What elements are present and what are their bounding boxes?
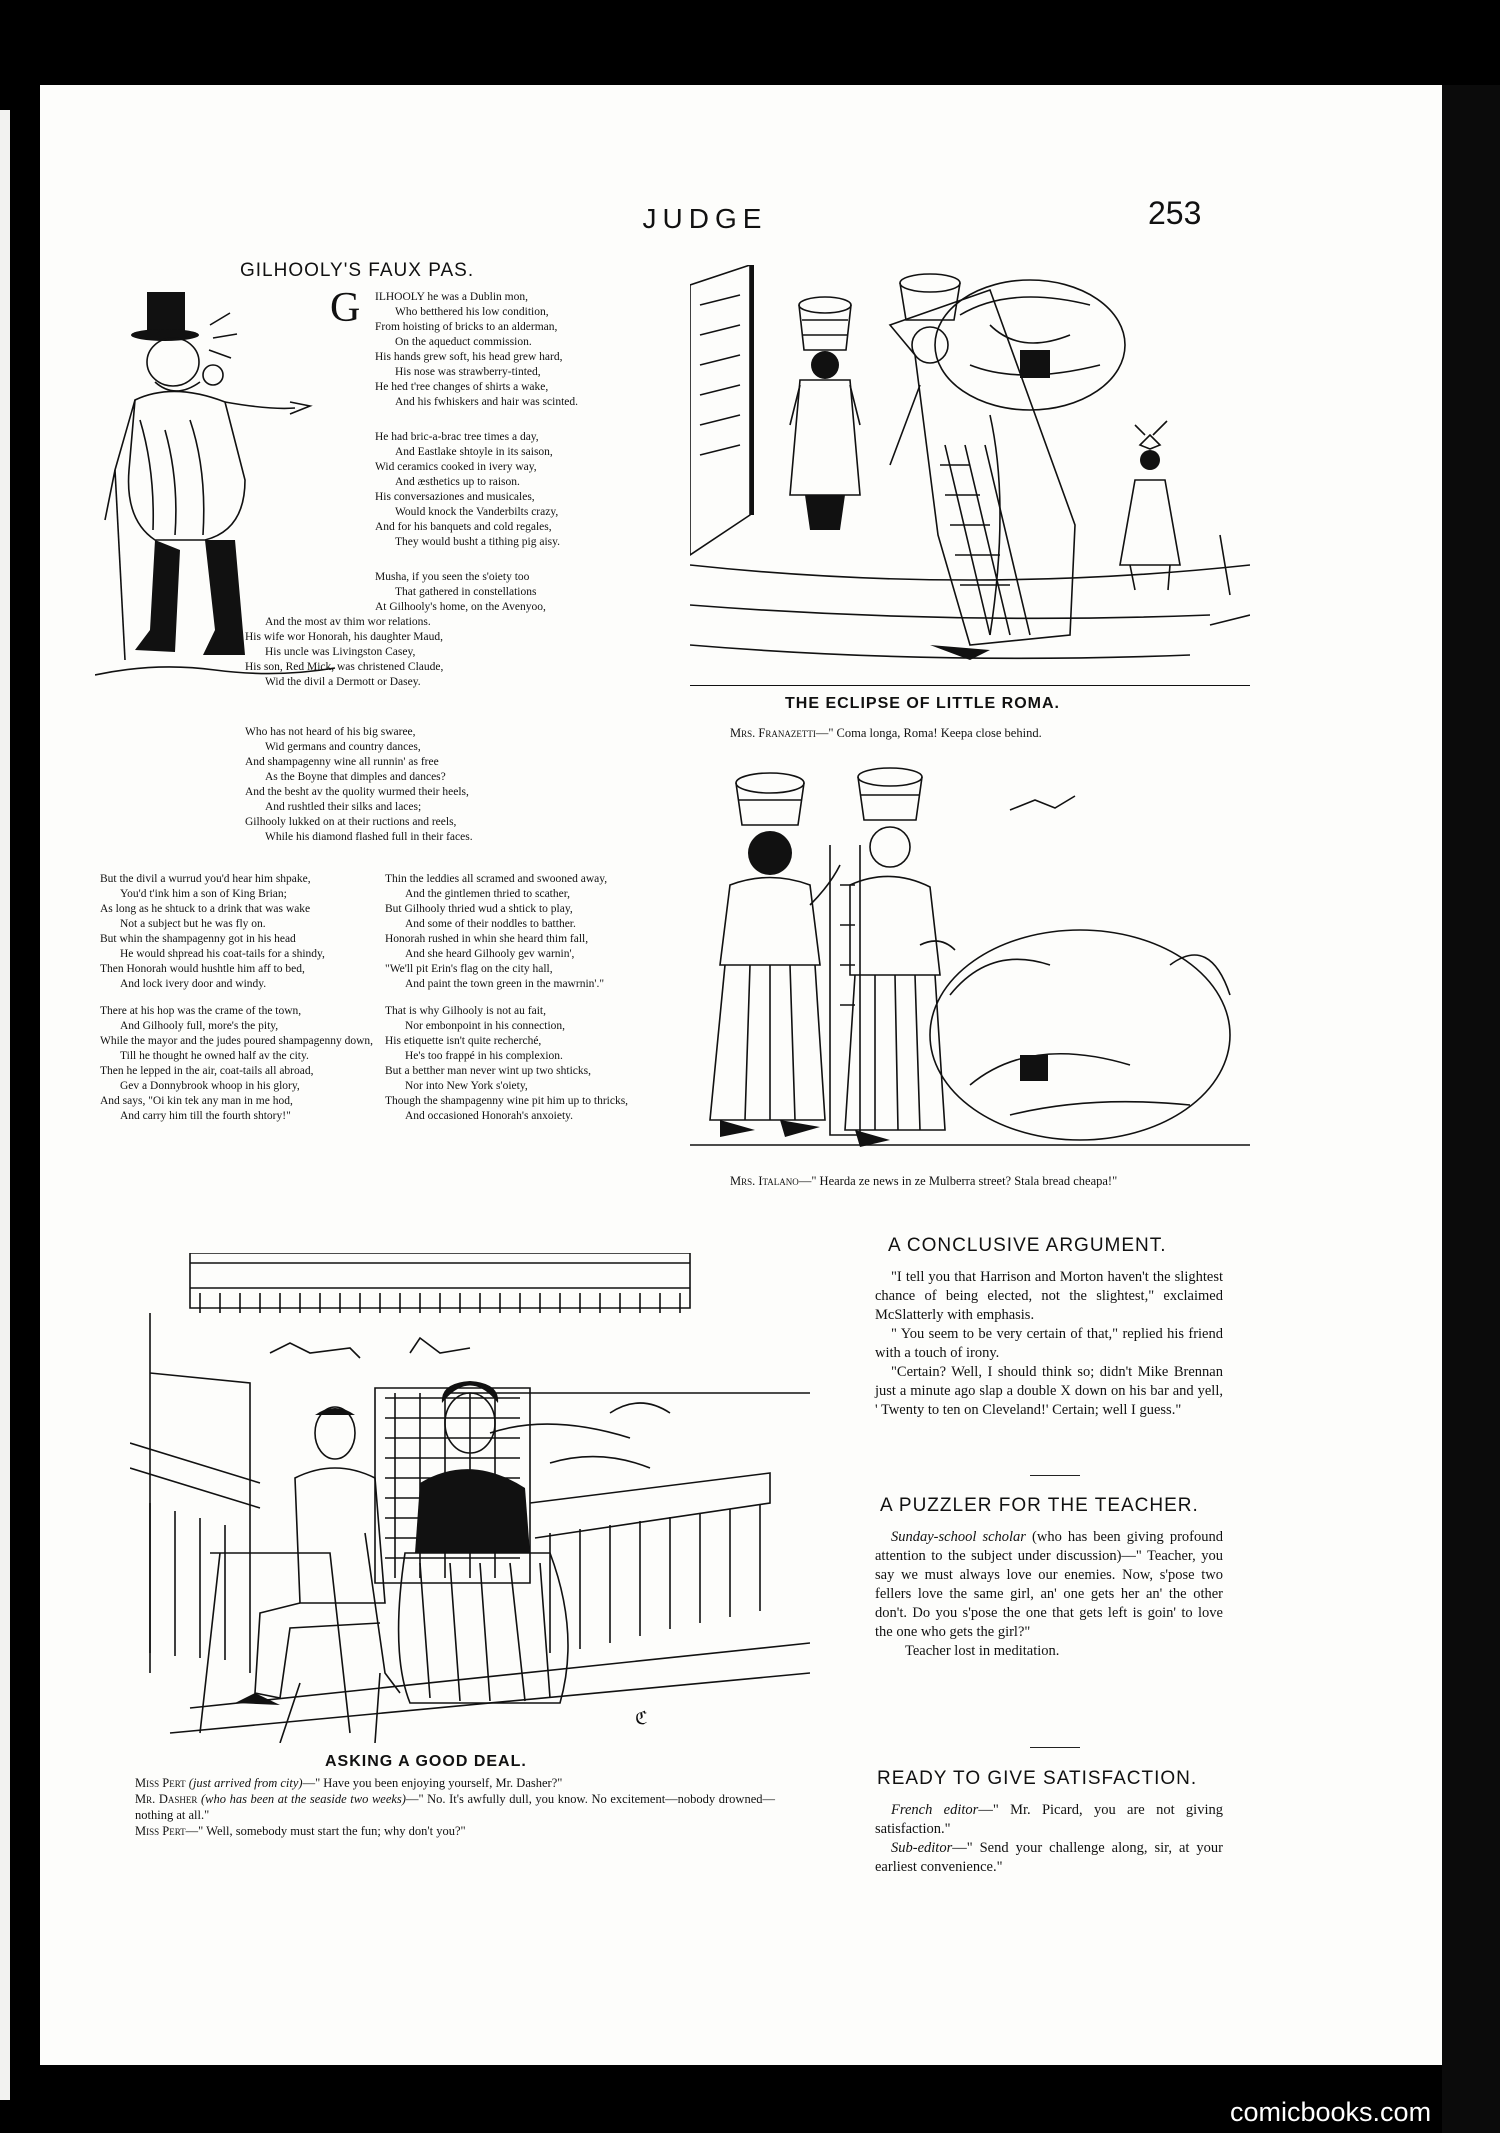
verse-line: Though the shampagenny wine pit him up to thricks, <box>385 1095 629 1107</box>
gilhooly-stanza-3b <box>245 615 665 690</box>
puzzler-body <box>875 1528 1223 1661</box>
satisfaction-text-2: —" Send your challenge along, sir, at your earliest convenience." <box>875 1840 1223 1875</box>
italano-speaker: Mrs. Italano <box>730 1174 799 1188</box>
magazine-page <box>40 85 1442 2065</box>
verse-line: Then Honorah would hushtle him aff to bed, <box>100 963 305 975</box>
verse-line: And Gilhooly full, more's the pity, <box>120 1020 279 1032</box>
satisfaction-body <box>875 1801 1223 1877</box>
conclusive-paragraph: "I tell you that Harrison and Morton haven't the slightest chance of being elected, not the slightest," exclaimed McSlatterly with emphasis. <box>875 1269 1223 1323</box>
asking-line-2 <box>105 1791 775 1823</box>
page-number: 253 <box>1148 195 1202 231</box>
asking-line-3 <box>105 1823 775 1839</box>
verse-line: But the divil a wurrud you'd hear him shpake, <box>100 873 311 885</box>
verse-line: His uncle was Livingston Casey, <box>265 646 416 658</box>
verse-line: His son, Red Mick, was christened Claude, <box>245 661 444 673</box>
verse-line: He would shpread his coat-tails for a shindy, <box>120 948 325 960</box>
page-left-edge <box>0 110 10 2100</box>
verse-line: On the aqueduct commission. <box>395 336 532 348</box>
verse-line: But Gilhooly thried wud a shtick to play, <box>385 903 573 915</box>
verse-line: Not a subject but he was fly on. <box>120 918 266 930</box>
asking-text-1: —" Have you been enjoying yourself, Mr. Dasher?" <box>302 1776 563 1790</box>
verse-line: ILHOOLY he was a Dublin mon, <box>375 291 529 303</box>
asking-speaker-2: Mr. Dasher <box>135 1792 198 1806</box>
verse-line: His wife wor Honorah, his daughter Maud, <box>245 631 444 643</box>
verse-line: He had bric-a-brac tree times a day, <box>375 431 539 443</box>
verse-line: You'd t'ink him a son of King Brian; <box>120 888 287 900</box>
eclipse-title: THE ECLIPSE OF LITTLE ROMA. <box>785 695 1060 712</box>
verse-line: He hed t'ree changes of shirts a wake, <box>375 381 549 393</box>
verse-line: And æsthetics up to raison. <box>395 476 520 488</box>
asking-line-1 <box>105 1775 775 1791</box>
verse-line: Musha, if you seen the s'oiety too <box>375 571 530 583</box>
gilhooly-stanza-4 <box>245 725 685 845</box>
verse-line: They would busht a tithing pig aisy. <box>395 536 561 548</box>
verse-line: His conversaziones and musicales, <box>375 491 535 503</box>
verse-line: And Eastlake shtoyle in its saison, <box>395 446 553 458</box>
eclipse-line: —" Coma longa, Roma! Keepa close behind. <box>815 726 1042 740</box>
asking-text-2: —" No. It's awfully dull, you know. No excitement—nobody drowned—nothing at all." <box>135 1792 775 1822</box>
verse-line: His etiquette isn't quite recherché, <box>385 1035 542 1047</box>
verse-line: And the gintlemen thried to scather, <box>405 888 570 900</box>
verse-line: Gev a Donnybrook whoop in his glory, <box>120 1080 300 1092</box>
asking-caption <box>105 1775 775 1839</box>
puzzler-text: (who has been giving profound attention to the subject under discussion)—" Teacher, you say we must always love our enemies. Now, s'pose two fellers love the same girl, an' one gets her an' the other don't. Do you s'pose the one that gets left is goin' to love the one who gets the girl?" <box>875 1529 1224 1640</box>
verse-line: And for his banquets and cold regales, <box>375 521 552 533</box>
conclusive-paragraph: "Certain? Well, I should think so; didn't Mike Brennan just a minute ago slap a double X down on his bar and yell, ' Twenty to ten on Cleveland!' Certain; well I guess." <box>875 1364 1223 1418</box>
verse-line: Wid germans and country dances, <box>265 741 421 753</box>
verse-line: Who has not heard of his big swaree, <box>245 726 416 738</box>
verse-line: But a betther man never wint up two shticks, <box>385 1065 592 1077</box>
verse-line: His nose was strawberry-tinted, <box>395 366 541 378</box>
verse-line: As the Boyne that dimples and dances? <box>265 771 446 783</box>
gilhooly-left-column <box>100 872 420 1124</box>
verse-line: Wid ceramics cooked in ivery way, <box>375 461 537 473</box>
site-watermark: comicbooks.com <box>1230 2097 1432 2127</box>
verse-line: At Gilhooly's home, on the Avenyoo, <box>375 601 546 613</box>
asking-title: ASKING A GOOD DEAL. <box>325 1753 527 1770</box>
verse-line: And lock ivery door and windy. <box>120 978 267 990</box>
verse-line: Thin the leddies all scramed and swooned away, <box>385 873 608 885</box>
verse-line: Would knock the Vanderbilts crazy, <box>395 506 559 518</box>
verse-line: While his diamond flashed full in their faces. <box>265 831 473 843</box>
verse-line: Nor into New York s'oiety, <box>405 1080 528 1092</box>
verse-line: That gathered in constellations <box>395 586 537 598</box>
verse-line: And his fwhiskers and hair was scinted. <box>395 396 579 408</box>
satisfaction-speaker-1: French editor <box>891 1802 979 1818</box>
verse-line: While the mayor and the judes poured shampagenny down, <box>100 1035 374 1047</box>
verse-line: But whin the shampagenny got in his head <box>100 933 296 945</box>
asking-illustration <box>130 1253 810 1743</box>
eclipse-speaker: Mrs. Franazetti <box>730 726 816 740</box>
verse-line: And some of their noddles to batther. <box>405 918 576 930</box>
verse-line: His hands grew soft, his head grew hard, <box>375 351 563 363</box>
verse-line: Gilhooly lukked on at their ructions and reels, <box>245 816 457 828</box>
verse-line: And shampagenny wine all runnin' as free <box>245 756 439 768</box>
conclusive-body <box>875 1268 1223 1420</box>
conclusive-title: A CONCLUSIVE ARGUMENT. <box>888 1235 1167 1256</box>
asking-direction-2: (who has been at the seaside two weeks) <box>200 1792 406 1806</box>
verse-line: Then he lepped in the air, coat-tails all abroad, <box>100 1065 314 1077</box>
gilhooly-title: GILHOOLY'S FAUX PAS. <box>240 260 475 281</box>
verse-line: That is why Gilhooly is not au fait, <box>385 1005 546 1017</box>
verse-line: There at his hop was the crame of the town, <box>100 1005 302 1017</box>
conclusive-paragraph: " You seem to be very certain of that," replied his friend with a touch of irony. <box>875 1326 1223 1361</box>
italano-illustration <box>690 765 1250 1165</box>
italano-caption <box>730 1173 1290 1189</box>
asking-text-3: —" Well, somebody must start the fun; why don't you?" <box>185 1824 466 1838</box>
verse-line: And the most av thim wor relations. <box>265 616 431 628</box>
verse-line: And occasioned Honorah's anxoiety. <box>405 1110 574 1122</box>
verse-line: And the besht av the quolity wurmed their heels, <box>245 786 469 798</box>
verse-line: And says, "Oi kin tek any man in me hod, <box>100 1095 293 1107</box>
section-divider <box>1030 1475 1080 1476</box>
eclipse-caption <box>730 725 1290 741</box>
verse-line: As long as he shtuck to a drink that was wake <box>100 903 311 915</box>
italano-line: —" Hearda ze news in ze Mulberra street? Stala bread cheapa!" <box>798 1174 1118 1188</box>
verse-line: Nor embonpoint in his connection, <box>405 1020 566 1032</box>
asking-speaker-3: Miss Pert <box>135 1824 186 1838</box>
verse-line: And she heard Gilhooly gev warnin', <box>405 948 575 960</box>
verse-line: He's too frappé in his complexion. <box>405 1050 563 1062</box>
verse-line: Wid the divil a Dermott or Dasey. <box>265 676 421 688</box>
verse-line: Till he thought he owned half av the city. <box>120 1050 309 1062</box>
verse-line: From hoisting of bricks to an alderman, <box>375 321 558 333</box>
gilhooly-stanza-1 <box>375 290 675 410</box>
verse-line: "We'll pit Erin's flag on the city hall, <box>385 963 553 975</box>
puzzler-speaker: Sunday-school scholar <box>891 1529 1026 1545</box>
asking-direction-1: (just arrived from city) <box>188 1776 303 1790</box>
satisfaction-speaker-2: Sub-editor <box>891 1840 953 1856</box>
drop-cap: G <box>330 285 361 331</box>
verse-line: Honorah rushed in whin she heard thim fall, <box>385 933 589 945</box>
section-divider <box>1030 1747 1080 1748</box>
gilhooly-stanza-2 <box>375 430 675 550</box>
artist-signature: ℭ <box>635 1708 648 1728</box>
puzzler-closing: Teacher lost in meditation. <box>905 1643 1060 1659</box>
gilhooly-stanza-3a <box>375 570 695 615</box>
puzzler-title: A PUZZLER FOR THE TEACHER. <box>880 1495 1199 1516</box>
asking-speaker-1: Miss Pert <box>135 1776 186 1790</box>
satisfaction-text-1: —" Mr. Picard, you are not giving satisfaction." <box>875 1802 1223 1837</box>
satisfaction-title: READY TO GIVE SATISFACTION. <box>877 1768 1198 1789</box>
verse-line: And rushtled their silks and laces; <box>265 801 422 813</box>
magazine-title: JUDGE <box>642 203 768 234</box>
verse-line: Who betthered his low condition, <box>395 306 549 318</box>
gilhooly-right-column <box>385 872 685 1124</box>
verse-line: And carry him till the fourth shtory!" <box>120 1110 291 1122</box>
verse-line: And paint the town green in the mawrnin'." <box>405 978 605 990</box>
binding-spine <box>1442 85 1500 2133</box>
eclipse-illustration <box>690 265 1250 700</box>
